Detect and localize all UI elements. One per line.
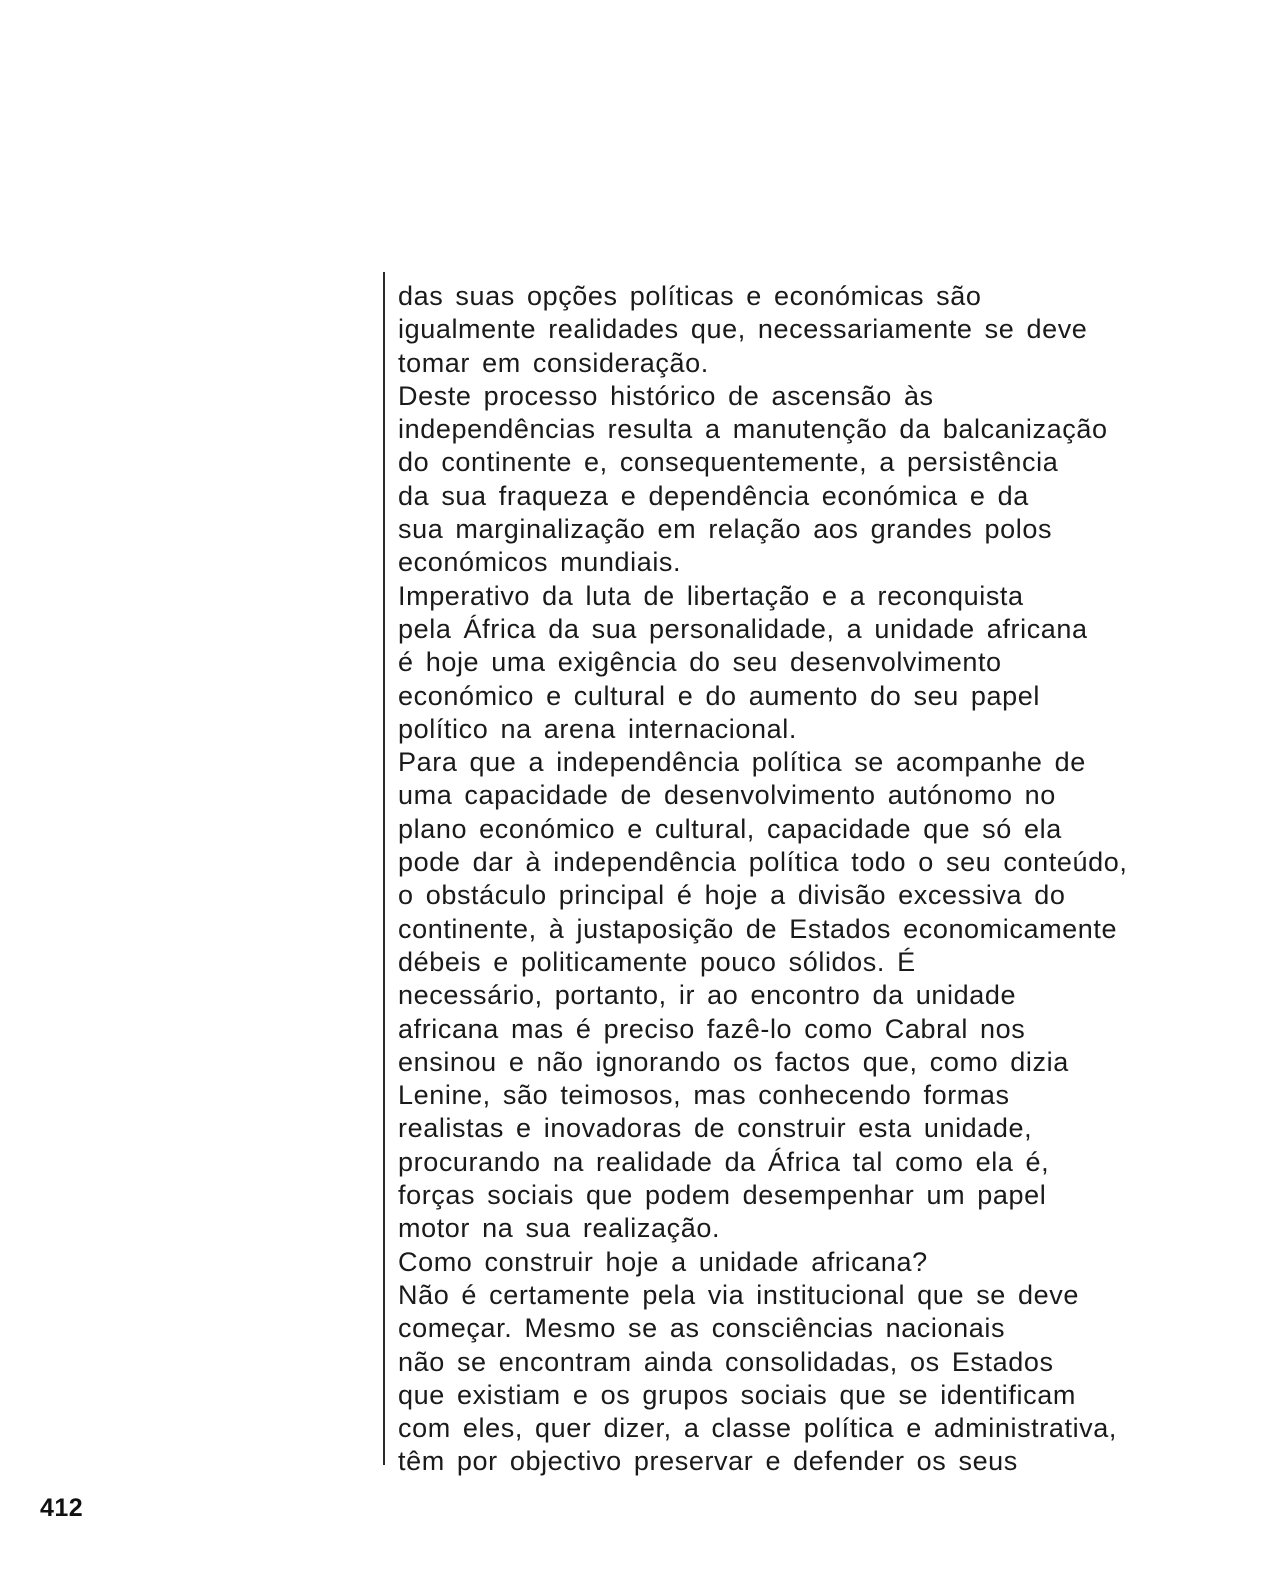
text-line: uma capacidade de desenvolvimento autónomo no <box>398 780 1056 811</box>
text-line: sua marginalização em relação aos grandes polos <box>398 514 1053 545</box>
text-line: independências resulta a manutenção da balcanização <box>398 414 1108 445</box>
text-line: necessário, portanto, ir ao encontro da unidade <box>398 980 1017 1011</box>
text-line: com eles, quer dizer, a classe política e administrativa, <box>398 1413 1117 1444</box>
text-line: procurando na realidade da África tal como ela é, <box>398 1146 1050 1177</box>
text-line: que existiam e os grupos sociais que se identificam <box>398 1379 1076 1410</box>
text-line: têm por objectivo preservar e defender os seus <box>398 1446 1018 1477</box>
text-line: forças sociais que podem desempenhar um papel <box>398 1180 1047 1211</box>
text-line: igualmente realidades que, necessariamente se deve <box>398 314 1088 345</box>
text-line: Para que a independência política se acompanhe de <box>398 747 1086 778</box>
text-line: é hoje uma exigência do seu desenvolvimento <box>398 647 1002 678</box>
text-line: o obstáculo principal é hoje a divisão excessiva do <box>398 880 1066 911</box>
margin-rule <box>383 272 385 1465</box>
text-line: Como construir hoje a unidade africana? <box>398 1246 928 1277</box>
text-line: continente, à justaposição de Estados economicamente <box>398 913 1118 944</box>
text-line: da sua fraqueza e dependência económica e da <box>398 480 1029 511</box>
page-number: 412 <box>40 1494 84 1522</box>
text-line: económicos mundiais. <box>398 547 682 578</box>
text-line: Imperativo da luta de libertação e a reconquista <box>398 580 1024 611</box>
text-line: ensinou e não ignorando os factos que, como dizia <box>398 1046 1069 1077</box>
text-line: tomar em consideração. <box>398 347 709 378</box>
text-line: pode dar à independência política todo o seu conteúdo, <box>398 847 1128 878</box>
text-line: realistas e inovadoras de construir esta unidade, <box>398 1113 1033 1144</box>
text-line: motor na sua realização. <box>398 1213 721 1244</box>
body-text <box>398 280 1263 1479</box>
text-line: plano económico e cultural, capacidade que só ela <box>398 813 1062 844</box>
text-line: político na arena internacional. <box>398 713 797 744</box>
text-line: das suas opções políticas e económicas são <box>398 281 982 311</box>
text-line: africana mas é preciso fazê-lo como Cabral nos <box>398 1013 1026 1044</box>
text-line: começar. Mesmo se as consciências nacionais <box>398 1313 1006 1344</box>
text-line: Lenine, são teimosos, mas conhecendo formas <box>398 1080 1010 1111</box>
text-line: não se encontram ainda consolidadas, os Estados <box>398 1346 1054 1377</box>
text-line: Deste processo histórico de ascensão às <box>398 380 934 411</box>
text-line: débeis e politicamente pouco sólidos. É <box>398 946 916 977</box>
text-line: Não é certamente pela via institucional que se deve <box>398 1279 1079 1310</box>
text-line: económico e cultural e do aumento do seu papel <box>398 680 1040 711</box>
text-line: do continente e, consequentemente, a persistência <box>398 447 1059 478</box>
text-line: pela África da sua personalidade, a unidade africana <box>398 613 1088 644</box>
